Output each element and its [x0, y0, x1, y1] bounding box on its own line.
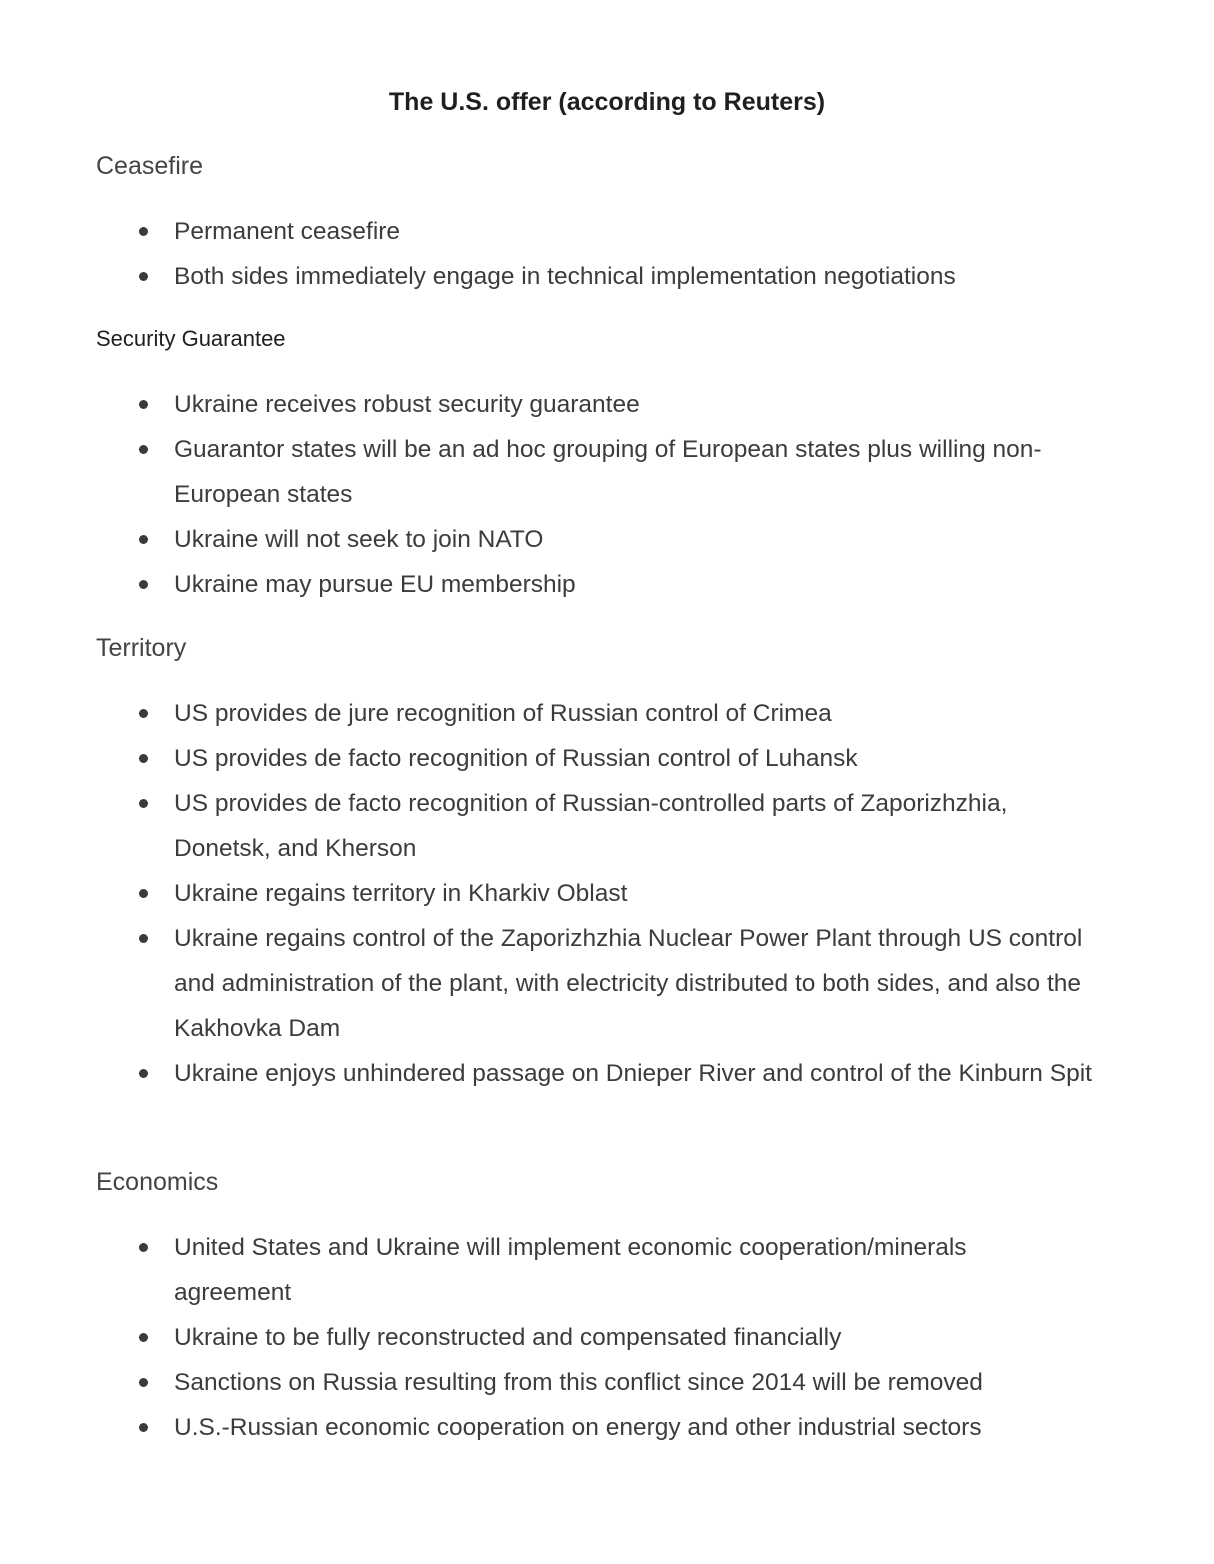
- list-item: [136, 691, 1096, 736]
- list-item: [136, 254, 1096, 299]
- list-item: [136, 427, 1056, 517]
- list-item: [136, 1225, 1036, 1315]
- list-item: [136, 1405, 1096, 1450]
- bullet-icon: [139, 400, 148, 409]
- list-item-text: Ukraine regains control of the Zaporizhzhia Nuclear Power Plant through US control and administration of the plant, with electricity distributed to both sides, and also the Kakhovka Dam: [174, 925, 1083, 1042]
- section-heading-economics: Economics: [96, 1168, 219, 1196]
- bullet-icon: [139, 934, 148, 943]
- list-item: [136, 517, 1096, 562]
- list-item: [136, 736, 1096, 781]
- bullet-icon: [139, 709, 148, 718]
- bullet-icon: [139, 1378, 148, 1387]
- list-item-text: Ukraine will not seek to join NATO: [174, 526, 544, 553]
- list-item-text: Ukraine to be fully reconstructed and compensated financially: [174, 1324, 842, 1351]
- list-item: [136, 871, 1096, 916]
- list-item-text: US provides de facto recognition of Russian control of Luhansk: [174, 745, 858, 772]
- bullet-icon: [139, 1069, 148, 1078]
- bullet-icon: [139, 272, 148, 281]
- list-item-text: Sanctions on Russia resulting from this conflict since 2014 will be removed: [174, 1369, 983, 1396]
- list-item-text: Guarantor states will be an ad hoc grouping of European states plus willing non-European states: [174, 436, 1042, 508]
- bullet-icon: [139, 754, 148, 763]
- bullet-icon: [139, 580, 148, 589]
- list-item-text: Ukraine regains territory in Kharkiv Oblast: [174, 880, 628, 907]
- list-item-text: Permanent ceasefire: [174, 218, 401, 245]
- list-item: [136, 1051, 1106, 1096]
- bullet-icon: [139, 535, 148, 544]
- list-item: [136, 781, 1076, 871]
- document-title: The U.S. offer (according to Reuters): [388, 88, 826, 116]
- bullet-icon: [139, 445, 148, 454]
- list-item: [136, 1360, 1096, 1405]
- bullet-icon: [139, 889, 148, 898]
- bullet-icon: [139, 1243, 148, 1252]
- bullet-icon: [139, 799, 148, 808]
- list-item-text: US provides de facto recognition of Russian-controlled parts of Zaporizhzhia, Donetsk, and Kherson: [174, 790, 1008, 862]
- list-item: [136, 1315, 1096, 1360]
- list-item-text: U.S.-Russian economic cooperation on energy and other industrial sectors: [174, 1414, 982, 1441]
- list-item: [136, 382, 1096, 427]
- list-item-text: Ukraine may pursue EU membership: [174, 571, 576, 598]
- bullet-icon: [139, 1333, 148, 1342]
- list-item-text: US provides de jure recognition of Russian control of Crimea: [174, 700, 832, 727]
- list-item-text: United States and Ukraine will implement economic cooperation/minerals agreement: [174, 1234, 967, 1306]
- list-item-text: Ukraine receives robust security guarantee: [174, 391, 640, 418]
- section-heading-ceasefire: Ceasefire: [96, 152, 203, 180]
- section-heading-security-guarantee: Security Guarantee: [96, 326, 286, 351]
- bullet-icon: [139, 227, 148, 236]
- bullet-icon: [139, 1423, 148, 1432]
- list-item-text: Ukraine enjoys unhindered passage on Dnieper River and control of the Kinburn Spit: [174, 1060, 1092, 1087]
- list-item: [136, 562, 1096, 607]
- section-heading-territory: Territory: [96, 634, 187, 662]
- list-item-text: Both sides immediately engage in technical implementation negotiations: [174, 263, 956, 290]
- list-item: [136, 209, 1096, 254]
- list-item: [136, 916, 1091, 1051]
